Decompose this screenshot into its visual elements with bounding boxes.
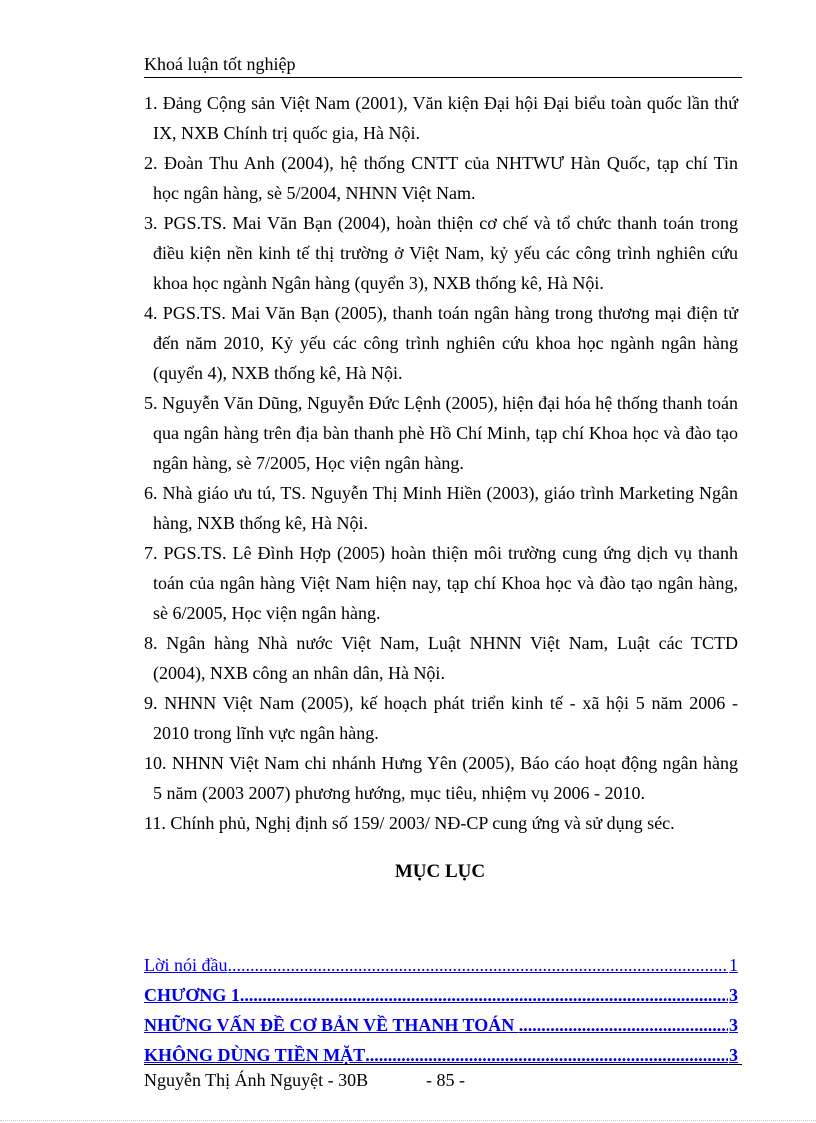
reference-list — [144, 88, 738, 838]
page-header — [144, 52, 742, 78]
toc-leader-dots — [228, 950, 728, 980]
toc-entry-label: KHÔNG DÙNG TIỀN MẶT — [144, 1045, 366, 1065]
toc-entry-label: NHỮNG VẤN ĐỀ CƠ BẢN VỀ THANH TOÁN — [144, 1015, 519, 1035]
toc-title: MỤC LỤC — [394, 861, 486, 882]
toc-leader-dots — [365, 1040, 728, 1070]
page-bottom-edge — [0, 1120, 816, 1121]
reference-item: 8. Ngân hàng Nhà nước Việt Nam, Luật NHNN Việt Nam, Luật các TCTD (2004), NXB công an nhân dân, Hà Nội. — [144, 633, 738, 683]
reference-item: 9. NHNN Việt Nam (2005), kế hoạch phát triển kinh tế - xã hội 5 năm 2006 - 2010 trong lĩnh vực ngân hàng. — [144, 693, 738, 743]
toc-link-nhung-van-de[interactable] — [144, 1010, 738, 1040]
toc-entry-page: 3 — [729, 985, 738, 1005]
reference-item: 3. PGS.TS. Mai Văn Bạn (2004), hoàn thiện cơ chế và tổ chức thanh toán trong điều kiện nền kinh tế thị trường ở Việt Nam, kỷ yếu các công trình nghiên cứu khoa học ngành Ngân hàng (quyển 3), NXB thống kê, Hà Nội. — [144, 213, 738, 293]
toc-entry-page: 3 — [729, 1045, 738, 1065]
toc-link-khong-dung-tien-mat[interactable] — [144, 1040, 738, 1070]
footer-page-number: - 85 - — [426, 1070, 465, 1090]
toc-entry-page: 3 — [729, 1015, 738, 1035]
reference-item: 6. Nhà giáo ưu tú, TS. Nguyễn Thị Minh Hiền (2003), giáo trình Marketing Ngân hàng, NXB thống kê, Hà Nội. — [144, 483, 738, 533]
reference-item: 4. PGS.TS. Mai Văn Bạn (2005), thanh toán ngân hàng trong thương mại điện tử đến năm 2010, Kỷ yếu các công trình nghiên cứu khoa học ngành ngân hàng (quyển 4), NXB thống kê, Hà Nội. — [144, 303, 738, 383]
toc-entry-label: Lời nói đầu — [144, 955, 228, 975]
reference-item: 1. Đảng Cộng sản Việt Nam (2001), Văn kiện Đại hội Đại biểu toàn quốc lần thứ IX, NXB Chính trị quốc gia, Hà Nội. — [144, 93, 738, 143]
toc-leader-dots — [240, 980, 728, 1010]
toc-entry-label: CHƯƠNG 1 — [144, 985, 240, 1005]
reference-item: 10. NHNN Việt Nam chi nhánh Hưng Yên (2005), Báo cáo hoạt động ngân hàng 5 năm (2003 2007) phương hướng, mục tiêu, nhiệm vụ 2006 - 2010. — [144, 753, 738, 803]
table-of-contents — [144, 950, 738, 1070]
toc-leader-dots — [519, 1010, 728, 1040]
reference-item: 5. Nguyễn Văn Dũng, Nguyễn Đức Lệnh (2005), hiện đại hóa hệ thống thanh toán qua ngân hàng trên địa bàn thanh phè Hồ Chí Minh, tạp chí Khoa học và đào tạo ngân hàng, sè 7/2005, Học viện ngân hàng. — [144, 393, 738, 473]
reference-item: 7. PGS.TS. Lê Đình Hợp (2005) hoàn thiện môi trường cung ứng dịch vụ thanh toán của ngân hàng Việt Nam hiện nay, tạp chí Khoa học và đào tạo ngân hàng, sè 6/2005, Học viện ngân hàng. — [144, 543, 738, 623]
reference-item: 2. Đoàn Thu Anh (2004), hệ thống CNTT của NHTWƯ Hàn Quốc, tạp chí Tin học ngân hàng, sè 5/2004, NHNN Việt Nam. — [144, 153, 738, 203]
header-title: Khoá luận tốt nghiệp — [144, 54, 296, 74]
toc-entry-page: 1 — [729, 955, 738, 975]
page-footer — [144, 1068, 465, 1092]
toc-link-loi-noi-dau[interactable] — [144, 950, 738, 980]
footer-author: Nguyễn Thị Ánh Nguyệt - 30B — [144, 1070, 369, 1090]
footer-divider — [144, 1064, 742, 1065]
toc-link-chuong-1[interactable] — [144, 980, 738, 1010]
reference-item: 11. Chính phủ, Nghị định số 159/ 2003/ NĐ-CP cung ứng và sử dụng séc. — [144, 813, 675, 833]
